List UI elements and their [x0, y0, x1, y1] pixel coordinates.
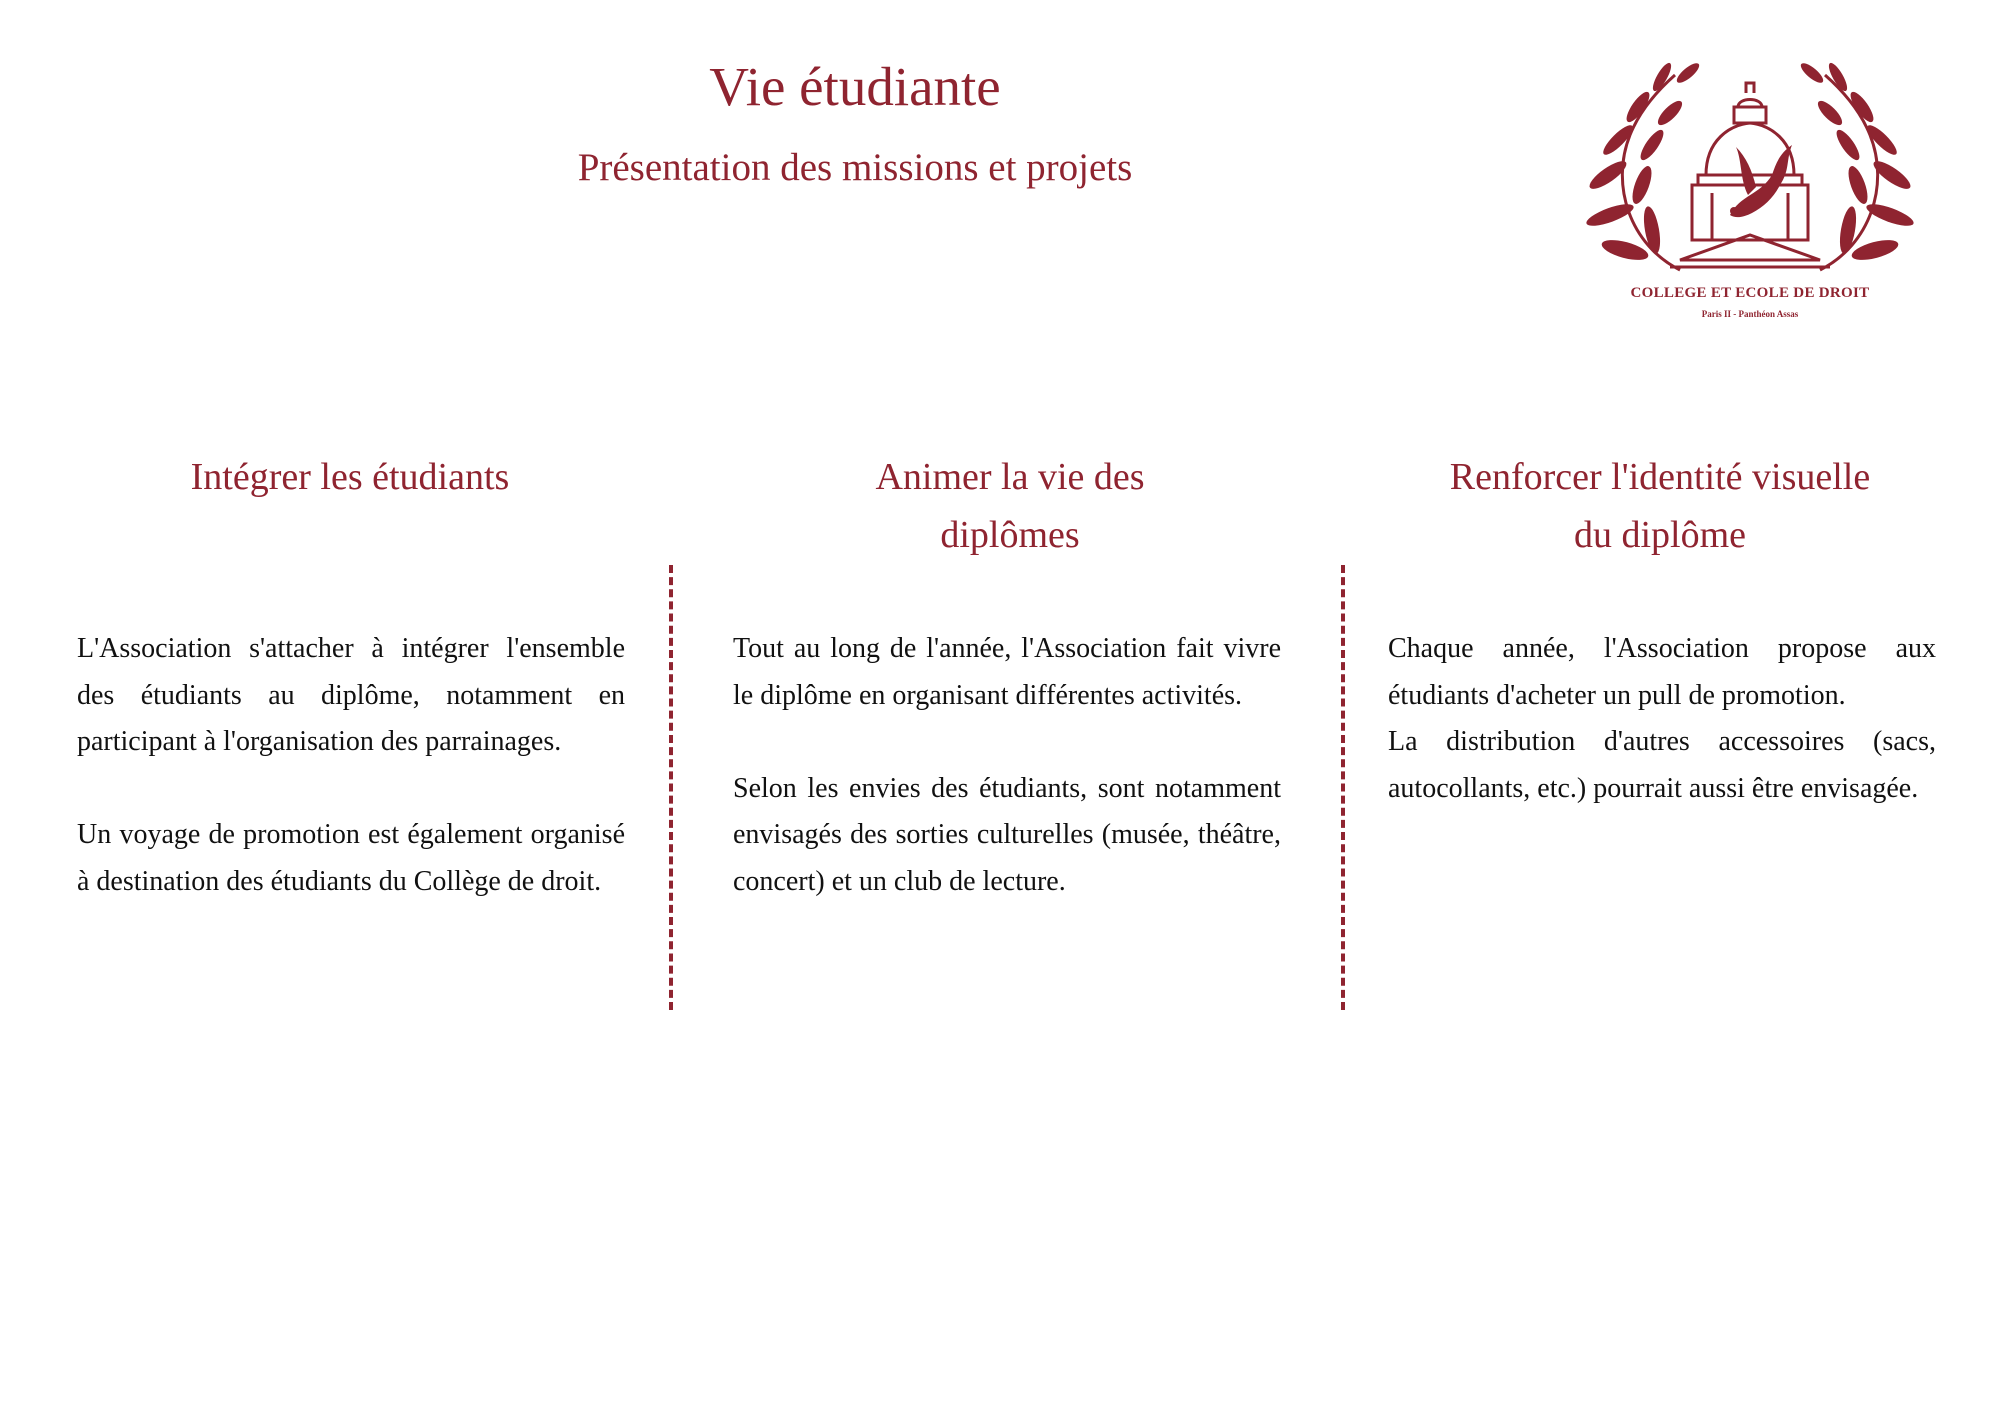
column-2-text [733, 626, 1281, 905]
logo-title: COLLEGE ET ECOLE DE DROIT [1630, 285, 1870, 301]
column-2-paragraph-1: Tout au long de l'année, l'Association fait vivre le diplôme en organisant différentes activités. [733, 633, 1281, 711]
column-1-text [77, 626, 625, 905]
heading-renforcer: Renforcer l'identité visuelle du diplôme [1449, 456, 1871, 556]
column-3-paragraph-1: Chaque année, l'Association propose aux étudiants d'acheter un pull de promotion. [1388, 633, 1936, 711]
page-title: Vie étudiante [709, 56, 1001, 117]
column-3-text [1388, 626, 1936, 812]
logo-subtitle: Paris II - Panthéon Assas [1701, 309, 1799, 319]
column-3-paragraph-2: La distribution d'autres accessoires (sacs, autocollants, etc.) pourrait aussi être envisagée. [1388, 726, 1936, 804]
heading-integrer: Intégrer les étudiants [190, 456, 510, 498]
college-logo [1580, 45, 1920, 335]
laurel-emblem-icon [1580, 45, 1920, 285]
column-divider-1 [669, 565, 673, 1010]
column-2-paragraph-2: Selon les envies des étudiants, sont notamment envisagés des sorties culturelles (musée, théâtre, concert) et un club de lecture. [733, 772, 1281, 897]
column-1-paragraph-1: L'Association s'attacher à intégrer l'ensemble des étudiants au diplôme, notamment en participant à l'organisation des parrainages. [77, 633, 625, 757]
column-1-paragraph-2: Un voyage de promotion est également organisé à destination des étudiants du Collège de droit. [77, 819, 625, 897]
column-divider-2 [1341, 565, 1345, 1010]
heading-animer: Animer la vie des diplômes [875, 456, 1145, 556]
page-subtitle: Présentation des missions et projets [577, 146, 1133, 189]
